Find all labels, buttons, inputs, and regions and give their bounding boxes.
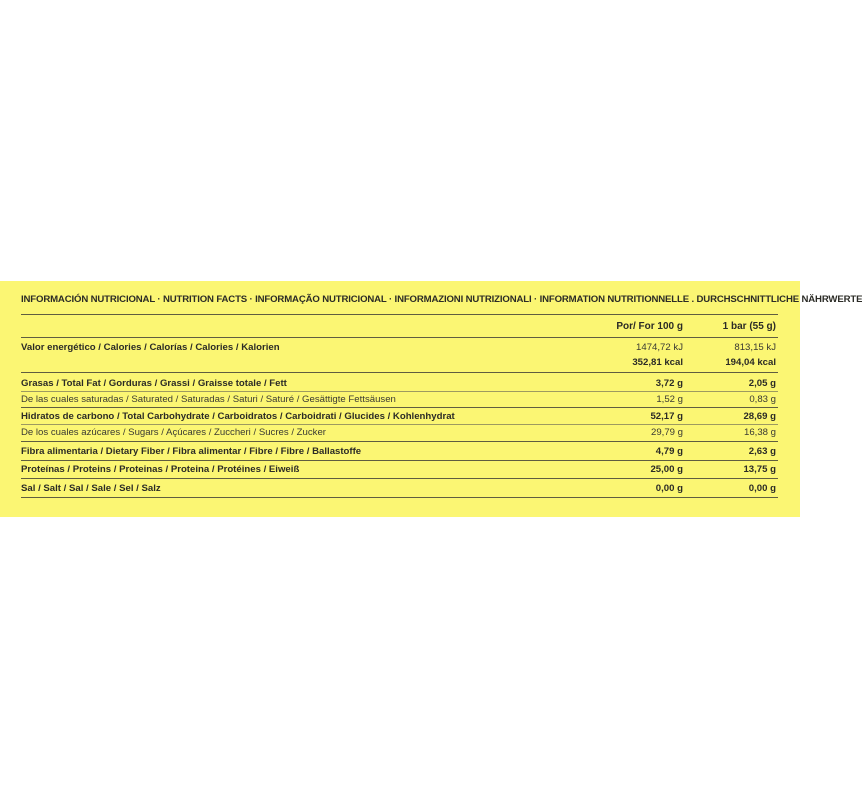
energy-kj-per-bar: 813,15 kJ xyxy=(734,342,776,353)
divider xyxy=(21,460,778,461)
table-row xyxy=(21,392,778,407)
value-per-100g: 3,72 g xyxy=(655,378,683,389)
nutrient-label: Hidratos de carbono / Total Carbohydrate / Carboidratos / Carboidrati / Glucides / Kohlenhydrat xyxy=(21,411,455,422)
nutrient-label: De las cuales saturadas / Saturated / Saturadas / Saturi / Saturé / Gesättigte Fettsäusen xyxy=(21,394,396,405)
nutrient-label: Grasas / Total Fat / Gorduras / Grassi / Graisse totale / Fett xyxy=(21,378,287,389)
table-title: INFORMACIÓN NUTRICIONAL · NUTRITION FACTS · INFORMAÇÃO NUTRICIONAL · INFORMAZIONI NUTRIZIONALI · INFORMATION NUTRITIONNELLE . DURCHSCHNITTLICHE NÄHRWERTE xyxy=(21,294,862,305)
column-header-per-bar: 1 bar (55 g) xyxy=(722,321,776,332)
divider xyxy=(21,497,778,498)
value-per-bar: 2,05 g xyxy=(748,378,776,389)
column-header-per-100g: Por/ For 100 g xyxy=(616,321,683,332)
column-headers xyxy=(21,321,778,335)
nutrient-label: De los cuales azúcares / Sugars / Açúcares / Zuccheri / Sucres / Zucker xyxy=(21,427,326,438)
divider xyxy=(21,337,778,338)
nutrition-facts-panel xyxy=(0,281,862,517)
value-per-100g: 1,52 g xyxy=(656,394,683,405)
value-per-bar: 0,00 g xyxy=(748,483,776,494)
divider xyxy=(21,407,778,408)
nutrient-label: Fibra alimentaria / Dietary Fiber / Fibra alimentar / Fibre / Fibre / Ballastoffe xyxy=(21,446,362,457)
energy-kcal-row xyxy=(21,355,778,370)
table-row xyxy=(21,481,778,496)
value-per-bar: 16,38 g xyxy=(743,427,776,438)
divider xyxy=(21,372,778,373)
nutrient-label: Proteínas / Proteins / Proteinas / Proteina / Protéines / Eiweiß xyxy=(21,464,300,475)
value-per-bar: 13,75 g xyxy=(743,464,776,475)
energy-kcal-per-bar: 194,04 kcal xyxy=(725,357,776,368)
table-row xyxy=(21,462,778,477)
divider xyxy=(21,441,778,442)
energy-kj-per-100g: 1474,72 kJ xyxy=(636,342,683,353)
value-per-100g: 25,00 g xyxy=(650,464,683,475)
table-row xyxy=(21,409,778,424)
value-per-100g: 52,17 g xyxy=(650,411,683,422)
divider xyxy=(21,478,778,479)
value-per-bar: 0,83 g xyxy=(749,394,776,405)
table-row xyxy=(21,425,778,440)
value-per-bar: 28,69 g xyxy=(743,411,776,422)
table-row xyxy=(21,444,778,459)
divider xyxy=(21,314,778,315)
value-per-100g: 0,00 g xyxy=(655,483,683,494)
energy-row xyxy=(21,340,778,355)
table-row xyxy=(21,376,778,391)
value-per-bar: 2,63 g xyxy=(748,446,776,457)
energy-kcal-per-100g: 352,81 kcal xyxy=(632,357,683,368)
nutrient-label: Sal / Salt / Sal / Sale / Sel / Salz xyxy=(21,483,161,494)
value-per-100g: 4,79 g xyxy=(655,446,683,457)
energy-label: Valor energético / Calories / Calorías / Calories / Kalorien xyxy=(21,342,280,353)
value-per-100g: 29,79 g xyxy=(650,427,683,438)
